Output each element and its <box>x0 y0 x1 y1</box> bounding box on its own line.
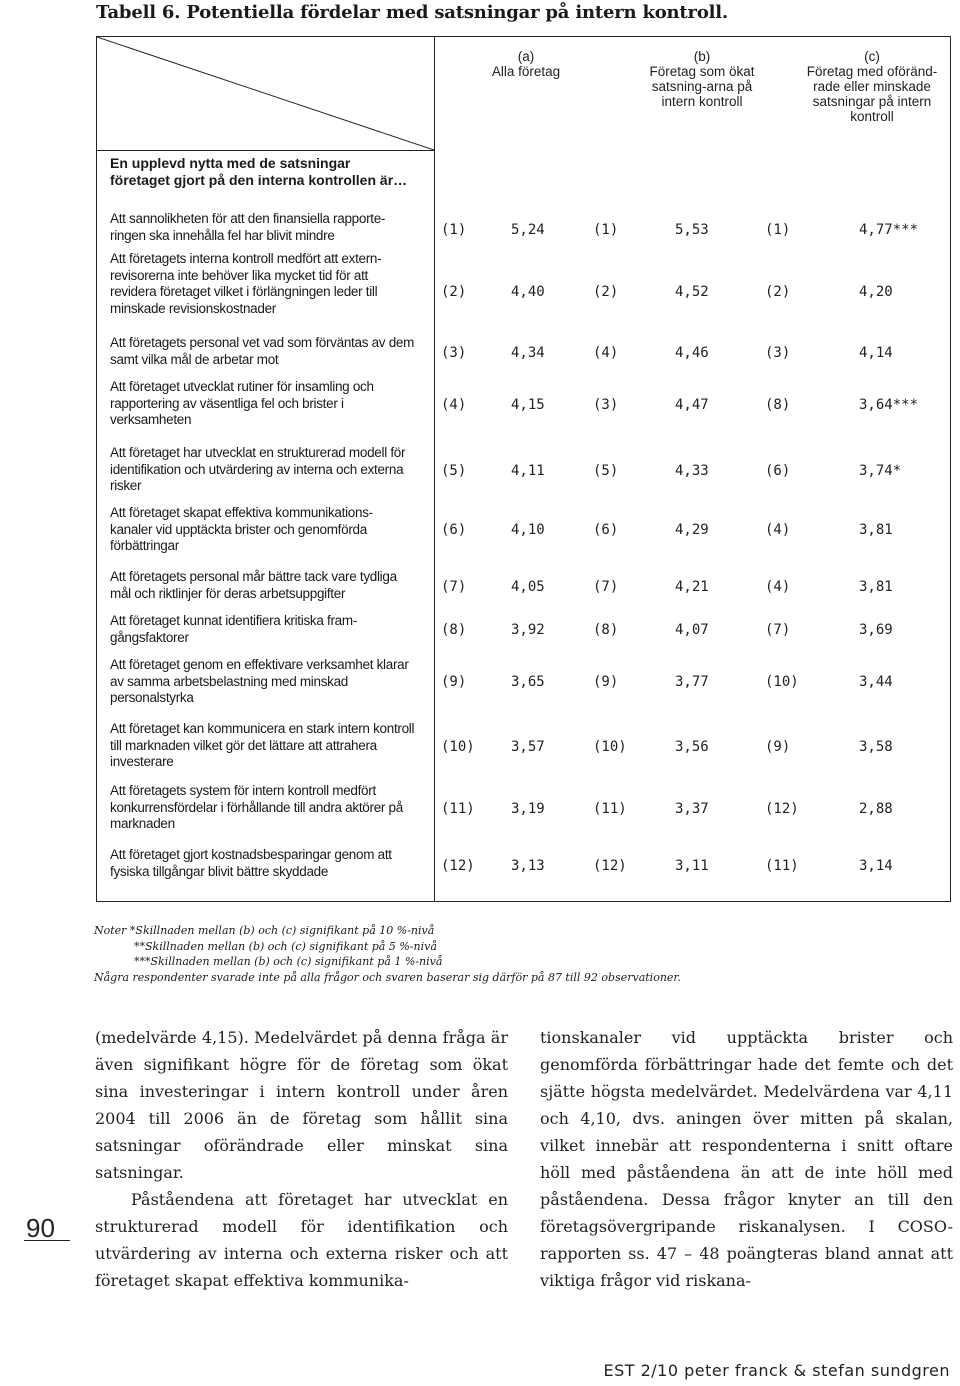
mean-value-cell: 2,88 <box>859 801 893 817</box>
mean-value-cell: 5,24 <box>511 222 545 238</box>
column-label: Företag med oföränd-rade eller minskade satsningar på intern kontroll <box>806 64 938 124</box>
mean-value-cell: 3,58 <box>859 739 893 755</box>
row-statement: Att företaget utvecklat rutiner för insamling och rapportering av väsentliga fel och brister i verksamheten <box>110 379 374 427</box>
rank-cell: (12) <box>765 801 799 817</box>
rank-cell: (12) <box>593 858 627 874</box>
rank-cell: (7) <box>593 579 619 595</box>
mean-value-cell: 4,47 <box>675 397 709 413</box>
rank-cell: (4) <box>765 579 791 595</box>
column-divider <box>434 37 435 901</box>
rank-cell: (9) <box>441 674 467 690</box>
mean-value-cell: 4,52 <box>675 284 709 300</box>
row-statement: Att sannolikheten för att den finansiella rapporte-ringen ska innehålla fel har blivit mindre <box>110 211 386 243</box>
rank-cell: (3) <box>441 345 467 361</box>
row-statement: Att företaget genom en effektivare verksamhet klarar av samma arbetsbelastning med minskad personalstyrka <box>110 657 409 705</box>
body-paragraph: (medelvärde 4,15). Medelvärdet på denna fråga är även signifikant högre för de företag som ökat sina investeringar i intern kontroll under åren 2004 till 2006 än de företag som hållit sina satsningar oförändrade eller minskat sina satsningar. <box>95 1028 508 1182</box>
mean-value-cell: 3,37 <box>675 801 709 817</box>
rank-cell: (2) <box>765 284 791 300</box>
rank-cell: (1) <box>765 222 791 238</box>
row-statement: Att företaget skapat effektiva kommunikations-kanaler vid upptäckta brister och genomförda förbättringar <box>110 505 373 553</box>
mean-value-cell: 3,81 <box>859 579 893 595</box>
mean-value-cell: 4,07 <box>675 622 709 638</box>
rank-cell: (6) <box>441 522 467 538</box>
rank-cell: (8) <box>765 397 791 413</box>
note-line: ***Skillnaden mellan (b) och (c) signifikant på 1 %-nivå <box>134 955 443 968</box>
mean-value-cell: 3,81 <box>859 522 893 538</box>
rank-cell: (10) <box>765 674 799 690</box>
rank-cell: (4) <box>593 345 619 361</box>
column-letter: (b) <box>693 49 711 64</box>
mean-value-cell: 4,20 <box>859 284 893 300</box>
table-notes <box>94 923 681 985</box>
mean-value-cell: 4,10 <box>511 522 545 538</box>
rank-cell: (8) <box>593 622 619 638</box>
row-statement: Att företaget kunnat identifiera kritiska fram-gångsfaktorer <box>110 613 358 645</box>
column-label: Företag som ökat satsning-arna på intern kontroll <box>649 64 755 109</box>
mean-value-cell: 4,40 <box>511 284 545 300</box>
body-paragraph: tionskanaler vid upptäckta brister och genomförda förbättringar hade det femte och det sjätte högsta medelvärdet. Medelvärdena var 4,11 och 4,10, dvs. aningen över mitten på skalan, vilket innebär att respondenterna i snitt oftare höll med påståendena än att de inte höll med påståendena. Dessa frågor knyter an till den företagsövergripande riskanalysen. I COSO-rapporten ss. 47 – 48 poängteras bland annat att viktiga frågor vid riskana- <box>540 1028 953 1290</box>
rank-cell: (8) <box>441 622 467 638</box>
body-column-right <box>540 1024 953 1294</box>
mean-value-cell: 3,57 <box>511 739 545 755</box>
rank-cell: (7) <box>765 622 791 638</box>
table-intro: En upplevd nytta med de satsningar företaget gjort på den interna kontrollen är… <box>110 155 408 188</box>
mean-value-cell: 3,44 <box>859 674 893 690</box>
rank-cell: (11) <box>593 801 627 817</box>
mean-value-cell: 3,64*** <box>859 397 919 413</box>
rank-cell: (9) <box>593 674 619 690</box>
mean-value-cell: 3,13 <box>511 858 545 874</box>
rank-cell: (7) <box>441 579 467 595</box>
rank-cell: (2) <box>593 284 619 300</box>
row-statement: Att företaget kan kommunicera en stark intern kontroll till marknaden vilket gör det lättare att attrahera investerare <box>110 721 415 769</box>
row-statement: Att företaget har utvecklat en strukturerad modell för identifikation och utvärdering av interna och externa risker <box>110 445 406 493</box>
rank-cell: (10) <box>441 739 475 755</box>
rank-cell: (2) <box>441 284 467 300</box>
page-number-rule <box>24 1240 70 1241</box>
mean-value-cell: 4,46 <box>675 345 709 361</box>
mean-value-cell: 4,15 <box>511 397 545 413</box>
rank-cell: (11) <box>765 858 799 874</box>
mean-value-cell: 3,77 <box>675 674 709 690</box>
rank-cell: (9) <box>765 739 791 755</box>
note-line: **Skillnaden mellan (b) och (c) signifikant på 5 %-nivå <box>134 939 437 953</box>
mean-value-cell: 4,21 <box>675 579 709 595</box>
results-table <box>96 36 951 902</box>
rank-cell: (10) <box>593 739 627 755</box>
column-letter: (a) <box>517 49 535 64</box>
column-header-b <box>617 49 787 109</box>
rank-cell: (3) <box>765 345 791 361</box>
page-number: 90 <box>26 1213 55 1243</box>
rank-cell: (1) <box>593 222 619 238</box>
mean-value-cell: 4,77*** <box>859 222 919 238</box>
running-footer: EST 2/10 peter franck & stefan sundgren <box>603 1361 950 1380</box>
mean-value-cell: 3,56 <box>675 739 709 755</box>
rank-cell: (4) <box>765 522 791 538</box>
mean-value-cell: 3,14 <box>859 858 893 874</box>
mean-value-cell: 3,69 <box>859 622 893 638</box>
mean-value-cell: 4,29 <box>675 522 709 538</box>
body-paragraph: Påståendena att företaget har utvecklat en strukturerad modell för identifikation och utvärdering av interna och externa risker och att företaget skapat effektiva kommunika- <box>95 1190 508 1290</box>
row-statement: Att företagets system för intern kontroll medfört konkurrensfördelar i förhållande till andra aktörer på marknaden <box>110 783 403 831</box>
mean-value-cell: 4,05 <box>511 579 545 595</box>
table-title: Tabell 6. Potentiella fördelar med satsningar på intern kontroll. <box>96 2 728 23</box>
mean-value-cell: 4,14 <box>859 345 893 361</box>
mean-value-cell: 4,33 <box>675 463 709 479</box>
column-header-a <box>452 49 600 79</box>
note-line: Några respondenter svarade inte på alla frågor och svaren baserar sig därför på 87 till 92 observationer. <box>94 970 681 984</box>
rank-cell: (5) <box>441 463 467 479</box>
row-statement: Att företagets personal mår bättre tack vare tydliga mål och riktlinjer för deras arbetsuppgifter <box>110 569 397 601</box>
rank-cell: (6) <box>765 463 791 479</box>
mean-value-cell: 3,92 <box>511 622 545 638</box>
mean-value-cell: 5,53 <box>675 222 709 238</box>
mean-value-cell: 3,11 <box>675 858 709 874</box>
mean-value-cell: 3,74* <box>859 463 902 479</box>
mean-value-cell: 3,19 <box>511 801 545 817</box>
rank-cell: (3) <box>593 397 619 413</box>
rank-cell: (6) <box>593 522 619 538</box>
column-letter: (c) <box>864 49 880 64</box>
mean-value-cell: 3,65 <box>511 674 545 690</box>
row-statement: Att företaget gjort kostnadsbesparingar genom att fysiska tillgångar blivit bättre skyddade <box>110 847 392 879</box>
rank-cell: (4) <box>441 397 467 413</box>
rank-cell: (11) <box>441 801 475 817</box>
mean-value-cell: 4,34 <box>511 345 545 361</box>
header-diagonal <box>97 37 434 150</box>
row-statement: Att företagets personal vet vad som förväntas av dem samt vilka mål de arbetar mot <box>110 335 415 367</box>
note-line: Noter *Skillnaden mellan (b) och (c) signifikant på 10 %-nivå <box>94 924 435 937</box>
rank-cell: (12) <box>441 858 475 874</box>
column-header-c <box>792 49 952 124</box>
body-column-left <box>95 1024 508 1294</box>
mean-value-cell: 4,11 <box>511 463 545 479</box>
header-divider <box>97 150 434 151</box>
rank-cell: (5) <box>593 463 619 479</box>
row-statement: Att företagets interna kontroll medfört att extern-revisorerna inte behöver lika mycket tid för att revidera företaget vilket i förlängningen leder till minskade revisionskostnader <box>110 251 382 316</box>
column-label: Alla företag <box>491 64 561 79</box>
rank-cell: (1) <box>441 222 467 238</box>
